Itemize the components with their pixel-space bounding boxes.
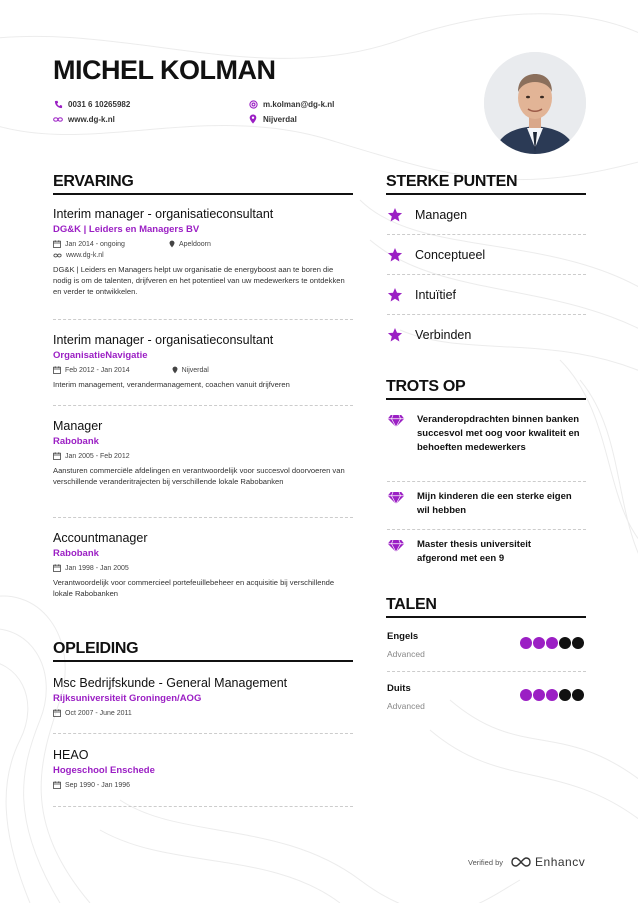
rating-dot-empty xyxy=(559,637,571,649)
verified-badge xyxy=(468,855,585,869)
infinity-icon xyxy=(511,856,531,868)
school-name: Rijksuniversiteit Groningen/AOG xyxy=(53,693,202,704)
job-description: Verantwoordelijk voor commercieel portefeuillebeheer en acquisitie bij verschillende lokale Rabobanken xyxy=(53,578,335,598)
enhancv-brand-text: Enhancv xyxy=(535,855,586,869)
education-heading: OPLEIDING xyxy=(53,640,139,657)
education-rule xyxy=(53,660,353,662)
strength-item xyxy=(387,287,456,303)
diamond-icon xyxy=(387,491,405,505)
pride-item xyxy=(387,538,587,566)
diamond-icon xyxy=(387,539,405,553)
job-description: Aansturen commerciële afdelingen en verantwoordelijk voor succesvol doorvoeren van verschillende veranderitrajecten bij verschillende lokale Rabobanken xyxy=(53,466,345,486)
experience-item xyxy=(53,531,353,599)
job-location-text: Nijverdal xyxy=(181,366,209,374)
website-contact xyxy=(53,114,115,124)
calendar-icon xyxy=(53,452,61,460)
calendar-icon xyxy=(53,781,61,789)
job-company: Rabobank xyxy=(53,436,99,447)
degree-title: HEAO xyxy=(53,748,89,762)
job-meta xyxy=(53,564,353,572)
profile-photo xyxy=(484,52,586,154)
job-meta xyxy=(53,366,353,374)
strength-item xyxy=(387,247,485,263)
education-dates: Sep 1990 - Jan 1996 xyxy=(65,781,130,789)
diamond-icon xyxy=(387,414,405,428)
item-divider xyxy=(387,481,586,482)
job-location xyxy=(172,366,209,374)
map-pin-icon xyxy=(248,114,258,124)
education-dates: Oct 2007 - June 2011 xyxy=(65,709,132,717)
rating-dot-filled xyxy=(520,637,532,649)
item-divider xyxy=(387,529,586,530)
pride-item xyxy=(387,413,587,454)
rating-dot-filled xyxy=(533,689,545,701)
pride-text: Mijn kinderen die een sterke eigen wil hebben xyxy=(417,491,572,516)
job-title: Manager xyxy=(53,419,103,433)
candidate-name: MICHEL KOLMAN xyxy=(53,55,276,85)
at-sign-icon xyxy=(248,99,258,109)
job-company: Rabobank xyxy=(53,548,99,559)
star-icon xyxy=(387,207,403,223)
link-icon xyxy=(53,114,63,124)
education-meta xyxy=(53,709,353,717)
job-location-text: Apeldoorn xyxy=(178,240,211,248)
map-pin-icon xyxy=(172,366,178,374)
link-icon xyxy=(53,252,62,259)
star-icon xyxy=(387,287,403,303)
job-link[interactable]: www.dg-k.nl xyxy=(66,252,104,259)
language-rating xyxy=(520,689,584,701)
languages-heading: TALEN xyxy=(386,596,437,613)
item-divider xyxy=(387,314,586,315)
star-icon xyxy=(387,327,403,343)
item-divider xyxy=(53,319,353,320)
enhancv-logo[interactable] xyxy=(511,855,585,869)
pride-text: Veranderopdrachten binnen banken succesvol met oog voor kwaliteit en behoeften medewerkers xyxy=(417,414,580,453)
item-divider xyxy=(53,517,353,518)
pride-heading: TROTS OP xyxy=(386,378,466,395)
rating-dot-filled xyxy=(546,689,558,701)
location-contact xyxy=(248,114,297,124)
item-divider xyxy=(387,234,586,235)
rating-dot-empty xyxy=(572,689,584,701)
experience-rule xyxy=(53,193,353,195)
phone-icon xyxy=(53,99,63,109)
verified-label: Verified by xyxy=(468,857,504,867)
job-company: DG&K | Leiders en Managers BV xyxy=(53,224,200,235)
item-divider xyxy=(53,733,353,734)
item-divider xyxy=(53,405,353,406)
item-divider xyxy=(53,806,353,807)
pride-text: Master thesis universiteit afgerond met een 9 xyxy=(417,539,532,564)
website-link[interactable]: www.dg-k.nl xyxy=(68,114,115,124)
experience-item xyxy=(53,419,353,487)
strength-label: Conceptueel xyxy=(415,248,486,262)
phone-number[interactable]: 0031 6 10265982 xyxy=(68,99,131,109)
job-meta xyxy=(53,240,353,248)
job-company: OrganisatieNavigatie xyxy=(53,350,148,361)
education-item xyxy=(53,748,353,789)
location-text: Nijverdal xyxy=(263,114,297,124)
experience-item xyxy=(53,207,353,297)
language-name: Duits xyxy=(387,683,411,694)
job-meta xyxy=(53,452,353,460)
item-divider xyxy=(387,671,586,672)
education-item xyxy=(53,676,353,717)
strength-label: Managen xyxy=(415,208,468,222)
job-dates: Jan 2014 - ongoing xyxy=(65,240,125,248)
experience-heading: ERVARING xyxy=(53,173,134,190)
language-level: Advanced xyxy=(387,701,425,711)
languages-rule xyxy=(386,616,586,618)
rating-dot-filled xyxy=(520,689,532,701)
language-name: Engels xyxy=(387,631,419,642)
email-contact xyxy=(248,99,334,109)
calendar-icon xyxy=(53,709,61,717)
email-address[interactable]: m.kolman@dg-k.nl xyxy=(263,99,335,109)
school-name: Hogeschool Enschede xyxy=(53,765,155,776)
strength-item xyxy=(387,207,467,223)
pride-item xyxy=(387,490,587,518)
calendar-icon xyxy=(53,366,61,374)
rating-dot-filled xyxy=(546,637,558,649)
rating-dot-empty xyxy=(559,689,571,701)
job-dates: Feb 2012 - Jan 2014 xyxy=(65,366,130,374)
calendar-icon xyxy=(53,564,61,572)
strength-item xyxy=(387,327,471,343)
item-divider xyxy=(387,274,586,275)
job-link-row xyxy=(53,252,353,259)
rating-dot-empty xyxy=(572,637,584,649)
language-rating xyxy=(520,637,584,649)
pride-rule xyxy=(386,398,586,400)
rating-dot-filled xyxy=(533,637,545,649)
phone-contact xyxy=(53,99,130,109)
experience-item xyxy=(53,333,353,390)
strengths-heading: STERKE PUNTEN xyxy=(386,173,518,190)
job-title: Interim manager - organisatieconsultant xyxy=(53,333,274,347)
job-description: Interim management, verandermanagement, coachen vanuit drijfveren xyxy=(53,380,290,389)
language-level: Advanced xyxy=(387,649,425,659)
strengths-rule xyxy=(386,193,586,195)
star-icon xyxy=(387,247,403,263)
job-description: DG&K | Leiders en Managers helpt uw organisatie de energyboost aan te boren die nodig is om de talenten, drijfveren en het potentieel van uw medewerkers te ontdekken en verder te ontwikkelen. xyxy=(53,265,345,296)
job-location xyxy=(169,240,211,248)
calendar-icon xyxy=(53,240,61,248)
job-title: Interim manager - organisatieconsultant xyxy=(53,207,274,221)
education-meta xyxy=(53,781,353,789)
job-title: Accountmanager xyxy=(53,531,148,545)
map-pin-icon xyxy=(169,240,175,248)
degree-title: Msc Bedrijfskunde - General Management xyxy=(53,676,288,690)
job-dates: Jan 2005 - Feb 2012 xyxy=(65,452,130,460)
strength-label: Intuïtief xyxy=(415,288,456,302)
job-dates: Jan 1998 - Jan 2005 xyxy=(65,564,129,572)
strength-label: Verbinden xyxy=(415,328,472,342)
